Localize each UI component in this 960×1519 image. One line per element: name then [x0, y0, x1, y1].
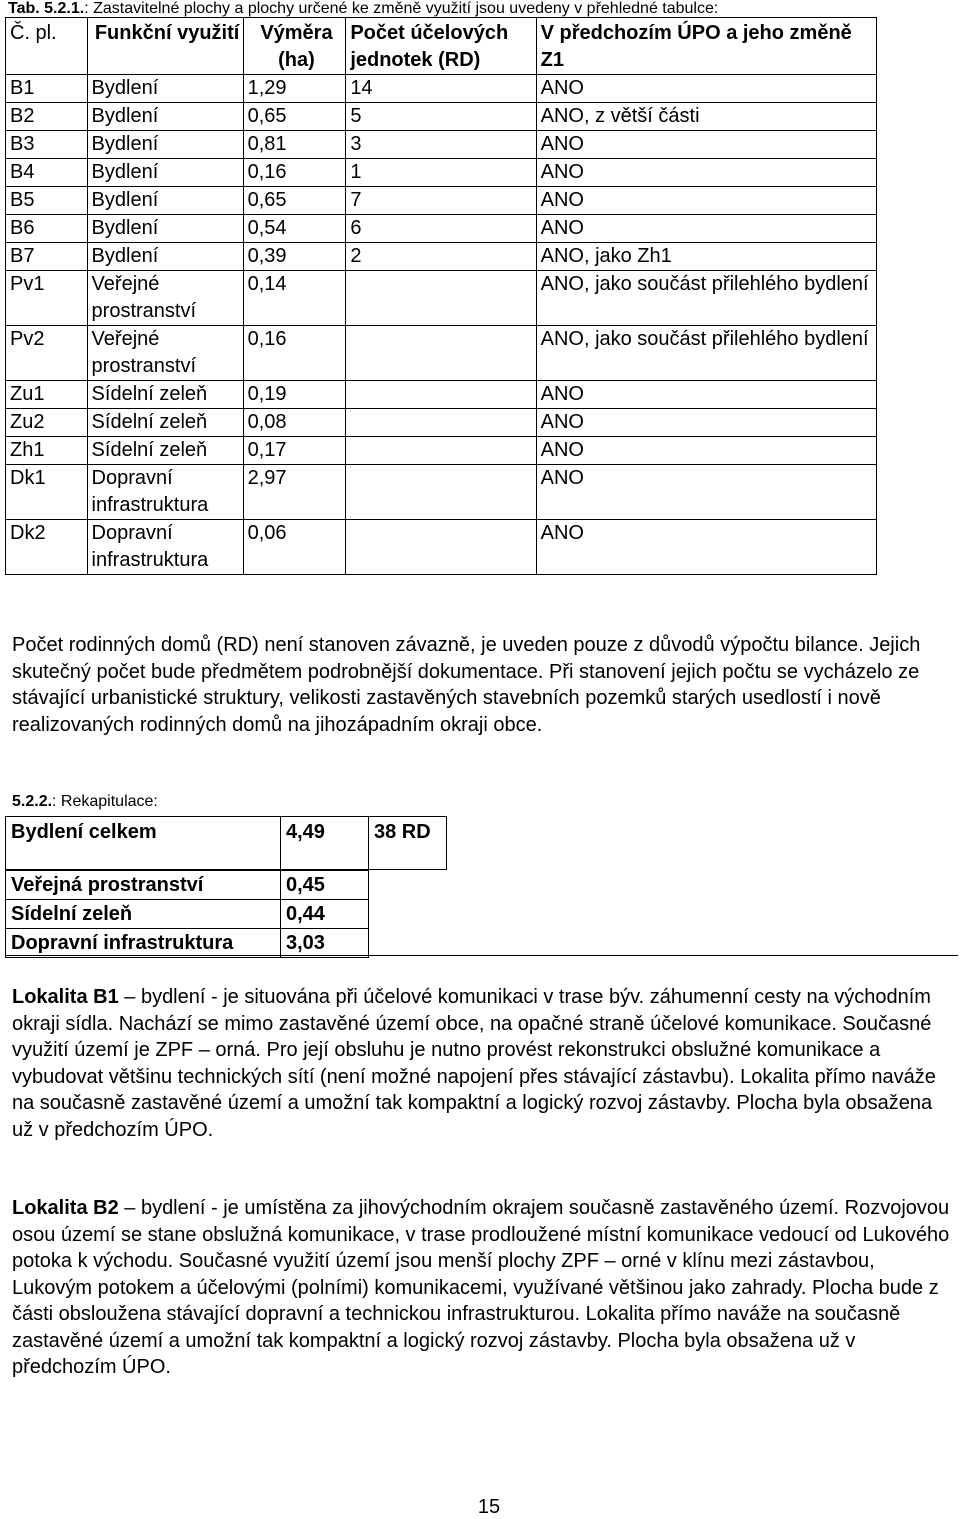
table-cell: Zu2: [6, 409, 88, 437]
table-cell: ANO: [536, 215, 876, 243]
table-cell: Dk1: [6, 465, 88, 520]
table-cell: B3: [6, 131, 88, 159]
table-cell: 2,97: [243, 465, 346, 520]
recap-row-label: Sídelní zeleň: [6, 900, 281, 929]
table-cell: Bydlení: [87, 131, 243, 159]
table-cell: 0,16: [243, 326, 346, 381]
table-cell: ANO, z větší části: [536, 103, 876, 131]
recap-row-area: 0,45: [281, 871, 369, 900]
table-cell: [346, 465, 536, 520]
recap-heading: [12, 792, 158, 812]
table-cell: 0,54: [243, 215, 346, 243]
table-cell: 0,16: [243, 159, 346, 187]
table-cell: B1: [6, 75, 88, 103]
note-paragraph: Počet rodinných domů (RD) není stanoven závazně, je uveden pouze z důvodů výpočtu bilance. Jejich skutečný počet bude předmětem podrobnější dokumentace. Při stanovení jejich počtu se vycházelo ze stávající urbanistické struktury, velikosti zastavěných stavebních pozemků starých usedlostí i nově realizovaných rodinných domů na jihozápadním okraji obce.: [12, 634, 921, 736]
table-cell: 0,17: [243, 437, 346, 465]
table-cell: 14: [346, 75, 536, 103]
table-cell: 5: [346, 103, 536, 131]
table-cell: ANO: [536, 381, 876, 409]
table-row: [6, 271, 877, 326]
table-cell: B6: [6, 215, 88, 243]
header-cell: Výměra (ha): [243, 18, 346, 75]
table-cell: B5: [6, 187, 88, 215]
table-cell: 0,06: [243, 520, 346, 575]
locality-text: – bydlení - je situována při účelové komunikaci v trase býv. záhumenní cesty na východním okraji sídla. Nachází se mimo zastavěné území obce, na opačné straně účelové komunikace. Současné využití území je ZPF – orná. Pro její obsluhu je nutno provést rekonstrukci obslužné komunikace a vybudovat většinu technických sítí (není možné napojení přes stávající zástavbu). Lokalita přímo naváže na současně zastavěné území a umožní tak kompaktní a logický rozvoj zástavby. Plocha byla obsažena už v předchozím ÚPO.: [12, 986, 936, 1141]
table-cell: Pv1: [6, 271, 88, 326]
table-cell: 1,29: [243, 75, 346, 103]
table-cell: ANO: [536, 437, 876, 465]
table-cell: Bydlení: [87, 159, 243, 187]
table-cell: Veřejné prostranství: [87, 326, 243, 381]
locality-title: Lokalita B1: [12, 986, 119, 1008]
locality-b2-paragraph: [12, 1195, 958, 1381]
table-cell: Sídelní zeleň: [87, 409, 243, 437]
recap-total-row: [6, 817, 447, 870]
table-row: [6, 75, 877, 103]
locality-text: – bydlení - je umístěna za jihovýchodním okrajem současně zastavěného území. Rozvojovou osou území se stane obslužná komunikace, v trase prodloužené místní komunikace vedoucí od Lukového potoka k východu. Současné využití území jsou menší plochy ZPF – orné v klínu mezi zástavbou, Lukovým potokem a účelovými (polními) komunikacemi, využívané většinou jako zahrady. Plocha bude z části obsloužena stávající dopravní a technickou infrastrukturou. Lokalita přímo naváže na současně zastavěné území a umožní tak kompaktní a logický rozvoj zástavby. Plocha byla obsažena už v předchozím ÚPO.: [12, 1197, 950, 1378]
table-cell: Dopravní infrastruktura: [87, 465, 243, 520]
table-row: [6, 381, 877, 409]
table-cell: [346, 271, 536, 326]
recap-row-label: Veřejná prostranství: [6, 871, 281, 900]
table-cell: ANO: [536, 131, 876, 159]
table-cell: 0,65: [243, 187, 346, 215]
table-cell: 0,19: [243, 381, 346, 409]
table-cell: 0,65: [243, 103, 346, 131]
table-row: [6, 465, 877, 520]
table-cell: 1: [346, 159, 536, 187]
recap-total-area: 4,49: [281, 817, 369, 870]
table-cell: Pv2: [6, 326, 88, 381]
table-row: [6, 215, 877, 243]
table-cell: ANO: [536, 75, 876, 103]
table-row: [6, 103, 877, 131]
table-cell: Bydlení: [87, 103, 243, 131]
table-cell: Bydlení: [87, 75, 243, 103]
table-cell: 6: [346, 215, 536, 243]
recap-row: [6, 900, 369, 929]
table-row: [6, 326, 877, 381]
table-row: [6, 409, 877, 437]
caption-text: : Zastavitelné plochy a plochy určené ke změně využití jsou uvedeny v přehledné tabulce:: [84, 0, 719, 17]
table-cell: [346, 409, 536, 437]
caption-label: Tab. 5.2.1.: [8, 0, 85, 17]
table-cell: [346, 381, 536, 409]
header-cell: V předchozím ÚPO a jeho změně Z1: [536, 18, 876, 75]
locality-title: Lokalita B2: [12, 1197, 119, 1219]
table-cell: B7: [6, 243, 88, 271]
table-body: [6, 75, 877, 575]
table-cell: 7: [346, 187, 536, 215]
table-cell: Bydlení: [87, 243, 243, 271]
table-cell: Zu1: [6, 381, 88, 409]
table-cell: [346, 326, 536, 381]
table-cell: ANO: [536, 187, 876, 215]
table-cell: 0,81: [243, 131, 346, 159]
table-cell: 0,39: [243, 243, 346, 271]
recap-total-table: [5, 816, 447, 870]
recap-total-units: 38 RD: [369, 817, 447, 870]
table-cell: Sídelní zeleň: [87, 437, 243, 465]
header-cell: Funkční využití: [87, 18, 243, 75]
table-row: [6, 243, 877, 271]
table-cell: Dopravní infrastruktura: [87, 520, 243, 575]
table-cell: B4: [6, 159, 88, 187]
table-cell: Bydlení: [87, 215, 243, 243]
table-cell: Sídelní zeleň: [87, 381, 243, 409]
table-cell: ANO, jako Zh1: [536, 243, 876, 271]
table-cell: ANO: [536, 465, 876, 520]
table-cell: [346, 520, 536, 575]
recap-label: 5.2.2.: [12, 793, 53, 810]
table-cell: ANO: [536, 409, 876, 437]
recap-row: [6, 871, 369, 900]
recap-row: [6, 929, 369, 958]
recap-row-area: 3,03: [281, 929, 369, 958]
table-row: [6, 187, 877, 215]
table-cell: Zh1: [6, 437, 88, 465]
table-cell: [346, 437, 536, 465]
recap-table: [5, 870, 369, 958]
table-row: [6, 520, 877, 575]
page-number: 15: [477, 1496, 501, 1518]
table-cell: ANO, jako součást přilehlého bydlení: [536, 326, 876, 381]
table-cell: Bydlení: [87, 187, 243, 215]
table-header-row: [6, 18, 877, 75]
table-cell: ANO, jako součást přilehlého bydlení: [536, 271, 876, 326]
header-cell: Počet účelových jednotek (RD): [346, 18, 536, 75]
section-divider: [5, 955, 958, 956]
table-cell: Veřejné prostranství: [87, 271, 243, 326]
table-cell: 0,14: [243, 271, 346, 326]
table-cell: ANO: [536, 520, 876, 575]
table-cell: Dk2: [6, 520, 88, 575]
table-row: [6, 437, 877, 465]
table-cell: B2: [6, 103, 88, 131]
table-cell: 2: [346, 243, 536, 271]
recap-row-area: 0,44: [281, 900, 369, 929]
table-cell: 3: [346, 131, 536, 159]
recap-total-label: Bydlení celkem: [6, 817, 281, 870]
recap-row-label: Dopravní infrastruktura: [6, 929, 281, 958]
recap-title: : Rekapitulace:: [52, 793, 158, 810]
table-row: [6, 159, 877, 187]
table-cell: ANO: [536, 159, 876, 187]
areas-table: [5, 17, 877, 575]
table-row: [6, 131, 877, 159]
header-cell: Č. pl.: [6, 18, 88, 75]
locality-b1-paragraph: [12, 984, 958, 1143]
table-cell: 0,08: [243, 409, 346, 437]
